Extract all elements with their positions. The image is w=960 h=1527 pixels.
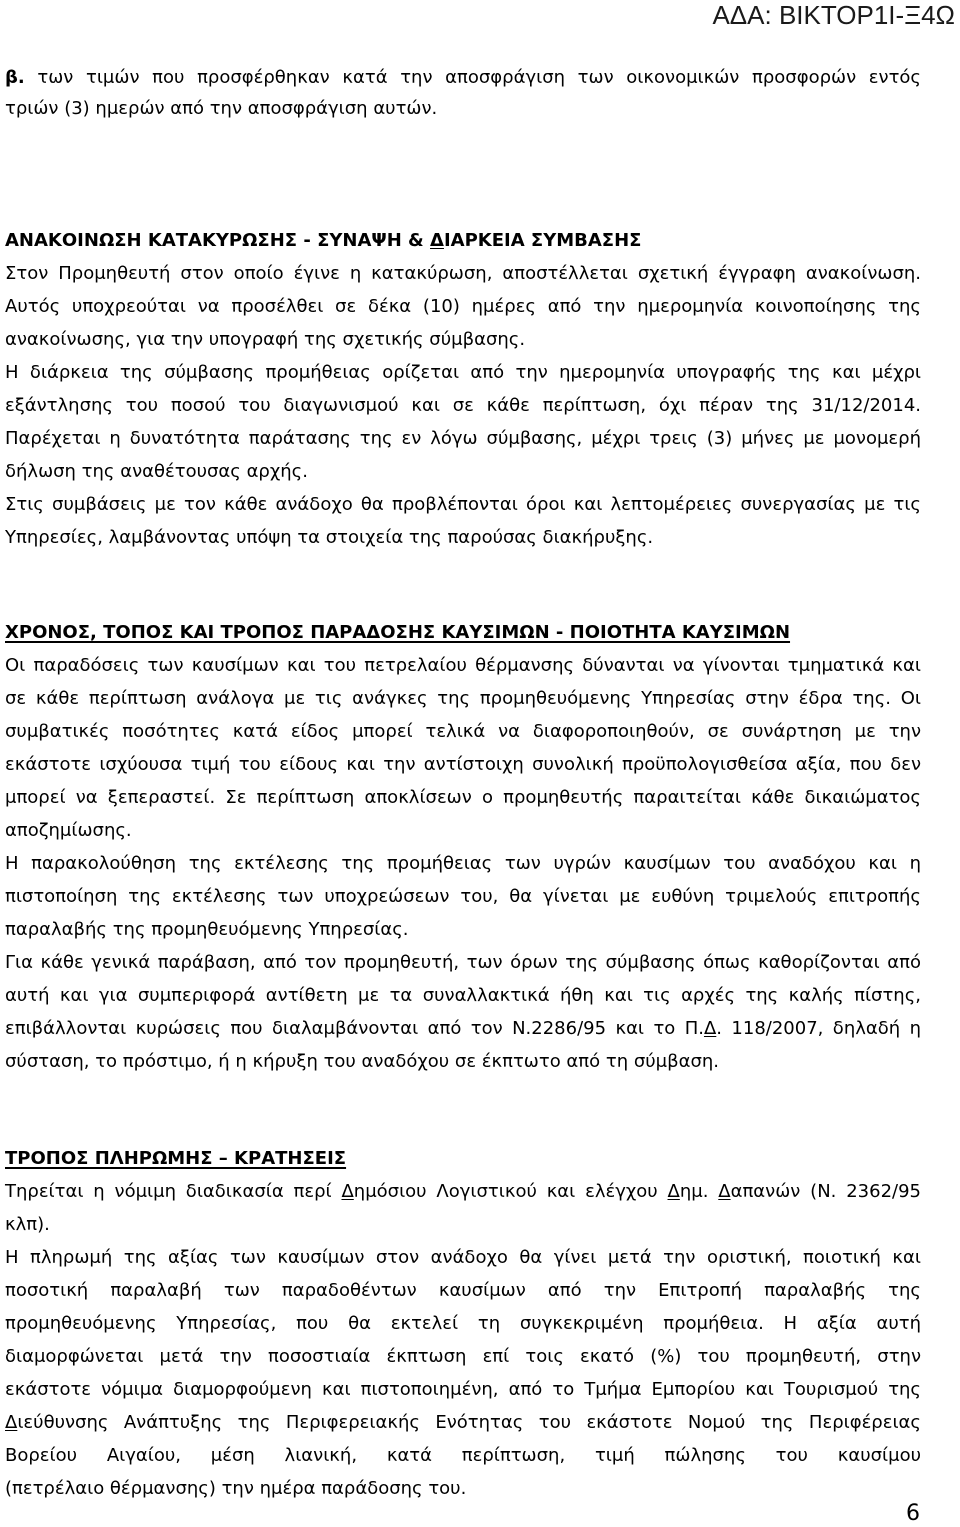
paragraph-line: ανακοίνωσης, για την υπογραφή της σχετικής σύμβασης. [5, 329, 526, 350]
paragraph-line: Αυτός υποχρεούται να προσέλθει σε δέκα (10) ημέρες από την ημερομηνία κοινοποίησης της [5, 296, 921, 317]
paragraph-line: Στις συμβάσεις με τον κάθε ανάδοχο θα προβλέπονται όροι και λεπτομέρειες συνεργασίας με τις [5, 494, 921, 515]
section-heading: ΑΝΑΚΟΙΝΩΣΗ ΚΑΤΑΚΥΡΩΣΗΣ - ΣΥΝΑΨΗ & ΔΙΑΡΚΕΙΑ ΣΥΜΒΑΣΗΣ [5, 230, 642, 251]
section-delivery-quality [5, 616, 921, 1078]
paragraph-line: πιστοποίηση της εκτέλεσης των υποχρεώσεων του, θα γίνεται με ευθύνη τριμελούς επιτροπής [5, 886, 921, 907]
ada-code: ΑΔΑ: ΒΙΚΤΟΡ1Ι-Ξ4Ω [712, 0, 955, 30]
paragraph-line: Παρέχεται η δυνατότητα παράτασης της εν λόγω σύμβασης, μέχρι τρεις (3) μήνες με μονομερή [5, 428, 921, 449]
paragraph-line: Η διάρκεια της σύμβασης προμήθειας ορίζεται από την ημερομηνία υπογραφής της και μέχρι [5, 362, 921, 383]
section-award-contract [5, 224, 921, 554]
paragraph-line: κλπ). [5, 1214, 50, 1235]
section-payment [5, 1142, 921, 1505]
line-text: των τιμών που προσφέρθηκαν κατά την αποσφράγιση των οικονομικών προσφορών εντός [37, 67, 921, 88]
delta-glyph: Δ [341, 1181, 354, 1202]
paragraph-line: προμηθευόμενης Υπηρεσίας, που θα εκτελεί τη συγκεκριμένη προμήθεια. Η αξία αυτή [5, 1313, 921, 1334]
paragraph-line: μπορεί να ξεπεραστεί. Σε περίπτωση αποκλίσεων ο προμηθευτής παραιτείται κάθε δικαιώματος [5, 787, 921, 808]
paragraph-line: επιβάλλονται κυρώσεις που διαλαμβάνονται από τον Ν.2286/95 και το Π.Δ. 118/2007, δηλαδή η [5, 1018, 921, 1039]
paragraph-line: εκάστοτε ισχύουσα τιμή του είδους και την αντίστοιχη συνολική προϋπολογισθείσα αξία, που δεν [5, 754, 921, 775]
paragraph-line: παραλαβής της προμηθευόμενης Υπηρεσίας. [5, 919, 409, 940]
delta-glyph: Δ [718, 1181, 731, 1202]
paragraph-line: Για κάθε γενικά παράβαση, από τον προμηθευτή, των όρων της σύμβασης όπως καθορίζονται από [5, 952, 921, 973]
paragraph-line: Βορείου Αιγαίου, μέση λιανική, κατά περίπτωση, τιμή πώλησης του καυσίμου [5, 1445, 921, 1466]
paragraph-line: αποζημίωσης. [5, 820, 132, 841]
section-heading: ΤΡΟΠΟΣ ΠΛΗΡΩΜΗΣ – ΚΡΑΤΗΣΕΙΣ [5, 1148, 347, 1169]
paragraph-line [5, 62, 921, 93]
paragraph-line: ποσοτική παραλαβή των παραδοθέντων καυσίμων από την Επιτροπή παραλαβής της [5, 1280, 921, 1301]
paragraph-line: τριών (3) ημερών από την αποσφράγιση αυτών. [5, 98, 438, 119]
paragraph-line: αυτή και για συμπεριφορά αντίθετη με τα συναλλακτικά ήθη και τις αρχές της καλής πίστης, [5, 985, 921, 1006]
paragraph-line: συμβατικές ποσότητες κατά είδος μπορεί τελικά να διαφοροποιηθούν, σε συνάρτηση με την [5, 721, 921, 742]
paragraph-line: Διεύθυνσης Ανάπτυξης της Περιφερειακής Ενότητας του εκάστοτε Νομού της Περιφέρειας [5, 1412, 921, 1433]
paragraph-line: διαμορφώνεται μετά την ποσοστιαία έκπτωση επί τοις εκατό (%) του προμηθευτή, στην [5, 1346, 921, 1367]
paragraph-line: Η παρακολούθηση της εκτέλεσης της προμήθειας των υγρών καυσίμων του αναδόχου και η [5, 853, 921, 874]
paragraph-line: σε κάθε περίπτωση ανάλογα με τις ανάγκες της προμηθευόμενης Υπηρεσίας στην έδρα της. Οι [5, 688, 921, 709]
paragraph-line: εξάντλησης του ποσού του διαγωνισμού και σε κάθε περίπτωση, όχι πέραν της 31/12/2014. [5, 395, 921, 416]
paragraph-line: εκάστοτε νόμιμα διαμορφούμενη και πιστοποιημένη, από το Τμήμα Εμπορίου και Τουρισμού της [5, 1379, 921, 1400]
delta-glyph: Δ [5, 1412, 18, 1433]
paragraph-line: Υπηρεσίες, λαμβάνοντας υπόψη τα στοιχεία της παρούσας διακήρυξης. [5, 527, 654, 548]
delta-glyph: Δ [667, 1181, 680, 1202]
paragraph-line: (πετρέλαιο θέρμανσης) την ημέρα παράδοσης του. [5, 1478, 467, 1499]
delta-glyph: Δ [703, 1018, 717, 1039]
paragraph-line: σύσταση, το πρόστιμο, ή η κήρυξη του αναδόχου σε έκπτωτο από τη σύμβαση. [5, 1051, 719, 1072]
paragraph-line: δήλωση της αναθέτουσας αρχής. [5, 461, 308, 482]
section-intro [5, 62, 921, 124]
paragraph-line: Η πληρωμή της αξίας των καυσίμων στον ανάδοχο θα γίνει μετά την οριστική, ποιοτική και [5, 1247, 921, 1268]
page-number: 6 [906, 1501, 920, 1526]
paragraph-line: Οι παραδόσεις των καυσίμων και του πετρελαίου θέρμανσης δύνανται να γίνονται τμηματικά και [5, 655, 921, 676]
list-item-label: β. [5, 67, 25, 88]
paragraph-line: Τηρείται η νόμιμη διαδικασία περί Δημόσιου Λογιστικού και ελέγχου Δημ. Δαπανών (Ν. 2362/95 [5, 1181, 921, 1202]
paragraph-line: Στον Προμηθευτή στον οποίο έγινε η κατακύρωση, αποστέλλεται σχετική έγγραφη ανακοίνωση. [5, 263, 921, 284]
section-heading: ΧΡΟΝΟΣ, ΤΟΠΟΣ ΚΑΙ ΤΡΟΠΟΣ ΠΑΡΑΔΟΣΗΣ ΚΑΥΣΙΜΩΝ - ΠΟΙΟΤΗΤΑ ΚΑΥΣΙΜΩΝ [5, 622, 791, 643]
delta-glyph: Δ [430, 230, 444, 251]
